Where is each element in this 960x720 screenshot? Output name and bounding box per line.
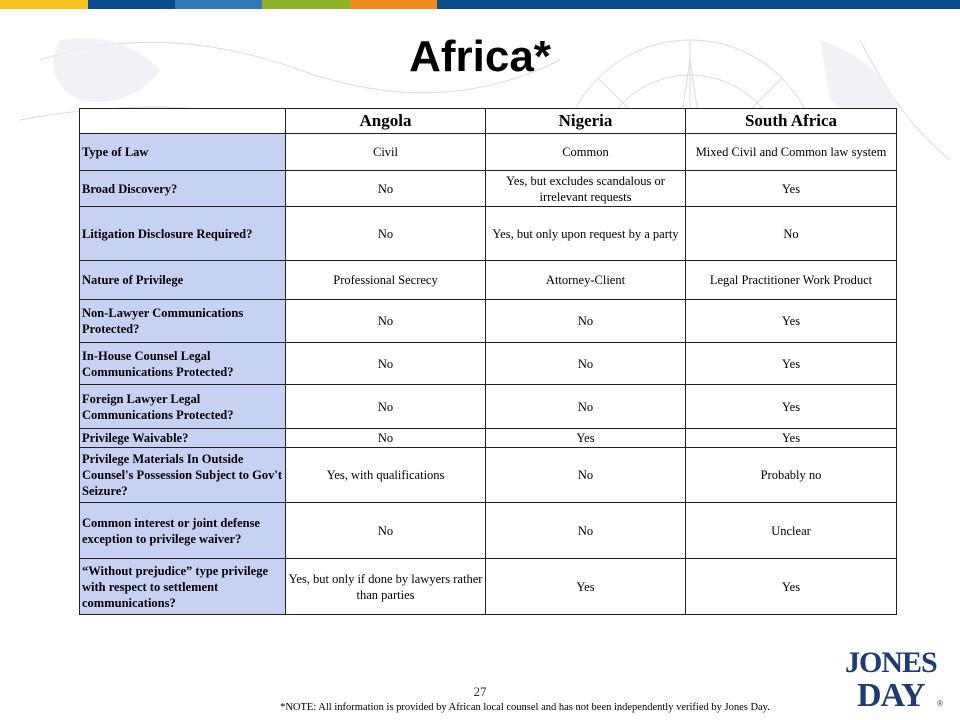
cell-angola: No bbox=[286, 429, 486, 448]
cell-south-africa: Yes bbox=[686, 559, 897, 615]
table-row bbox=[80, 429, 897, 448]
table-row bbox=[80, 171, 897, 207]
table-header-row bbox=[80, 109, 897, 134]
row-label: Litigation Disclosure Required? bbox=[80, 207, 286, 261]
table-row bbox=[80, 448, 897, 503]
cell-nigeria: Yes bbox=[486, 559, 686, 615]
cell-south-africa: Legal Practitioner Work Product bbox=[686, 261, 897, 300]
cell-angola: Civil bbox=[286, 134, 486, 171]
cell-nigeria: Yes, but excludes scandalous or irrelevant requests bbox=[486, 171, 686, 207]
cell-angola: No bbox=[286, 300, 486, 343]
table-row bbox=[80, 503, 897, 559]
logo-line-2: DAY bbox=[857, 677, 925, 710]
cell-nigeria: No bbox=[486, 300, 686, 343]
column-header-nigeria: Nigeria bbox=[486, 109, 686, 134]
cell-nigeria: No bbox=[486, 448, 686, 503]
table-row bbox=[80, 559, 897, 615]
cell-south-africa: Unclear bbox=[686, 503, 897, 559]
row-label: Privilege Waivable? bbox=[80, 429, 286, 448]
cell-nigeria: Attorney-Client bbox=[486, 261, 686, 300]
row-label: Broad Discovery? bbox=[80, 171, 286, 207]
cell-nigeria: No bbox=[486, 503, 686, 559]
row-label: Foreign Lawyer Legal Communications Protected? bbox=[80, 385, 286, 429]
table-row bbox=[80, 343, 897, 385]
cell-nigeria: Yes bbox=[486, 429, 686, 448]
jones-day-logo bbox=[843, 642, 949, 710]
table-row bbox=[80, 207, 897, 261]
cell-south-africa: Probably no bbox=[686, 448, 897, 503]
cell-south-africa: Yes bbox=[686, 385, 897, 429]
cell-south-africa: Mixed Civil and Common law system bbox=[686, 134, 897, 171]
slide-title: Africa* bbox=[409, 32, 551, 81]
cell-angola: Yes, but only if done by lawyers rather than parties bbox=[286, 559, 486, 615]
row-label: Privilege Materials In Outside Counsel's Possession Subject to Gov't Seizure? bbox=[80, 448, 286, 503]
footnote: *NOTE: All information is provided by African local counsel and has not been independently verified by Jones Day. bbox=[280, 702, 770, 713]
row-label: Common interest or joint defense exception to privilege waiver? bbox=[80, 503, 286, 559]
table-row bbox=[80, 300, 897, 343]
row-label: Nature of Privilege bbox=[80, 261, 286, 300]
cell-angola: No bbox=[286, 171, 486, 207]
logo-registered-mark: ® bbox=[937, 699, 943, 708]
comparison-table bbox=[79, 108, 897, 615]
top-color-stripes bbox=[0, 0, 960, 9]
cell-nigeria: Common bbox=[486, 134, 686, 171]
cell-angola: No bbox=[286, 343, 486, 385]
row-label: “Without prejudice” type privilege with respect to settlement communications? bbox=[80, 559, 286, 615]
cell-angola: Yes, with qualifications bbox=[286, 448, 486, 503]
cell-south-africa: Yes bbox=[686, 343, 897, 385]
table-row bbox=[80, 261, 897, 300]
cell-south-africa: No bbox=[686, 207, 897, 261]
table-corner-cell bbox=[80, 109, 286, 134]
table-row bbox=[80, 134, 897, 171]
page-number: 27 bbox=[473, 684, 487, 699]
row-label: Non-Lawyer Communications Protected? bbox=[80, 300, 286, 343]
column-header-south-africa: South Africa bbox=[686, 109, 897, 134]
cell-south-africa: Yes bbox=[686, 429, 897, 448]
logo-line-1: JONES bbox=[845, 646, 937, 679]
cell-angola: No bbox=[286, 385, 486, 429]
row-label: Type of Law bbox=[80, 134, 286, 171]
cell-angola: No bbox=[286, 503, 486, 559]
row-label: In-House Counsel Legal Communications Protected? bbox=[80, 343, 286, 385]
cell-angola: No bbox=[286, 207, 486, 261]
cell-south-africa: Yes bbox=[686, 171, 897, 207]
cell-nigeria: No bbox=[486, 343, 686, 385]
cell-nigeria: Yes, but only upon request by a party bbox=[486, 207, 686, 261]
cell-south-africa: Yes bbox=[686, 300, 897, 343]
column-header-angola: Angola bbox=[286, 109, 486, 134]
cell-angola: Professional Secrecy bbox=[286, 261, 486, 300]
cell-nigeria: No bbox=[486, 385, 686, 429]
table-row bbox=[80, 385, 897, 429]
